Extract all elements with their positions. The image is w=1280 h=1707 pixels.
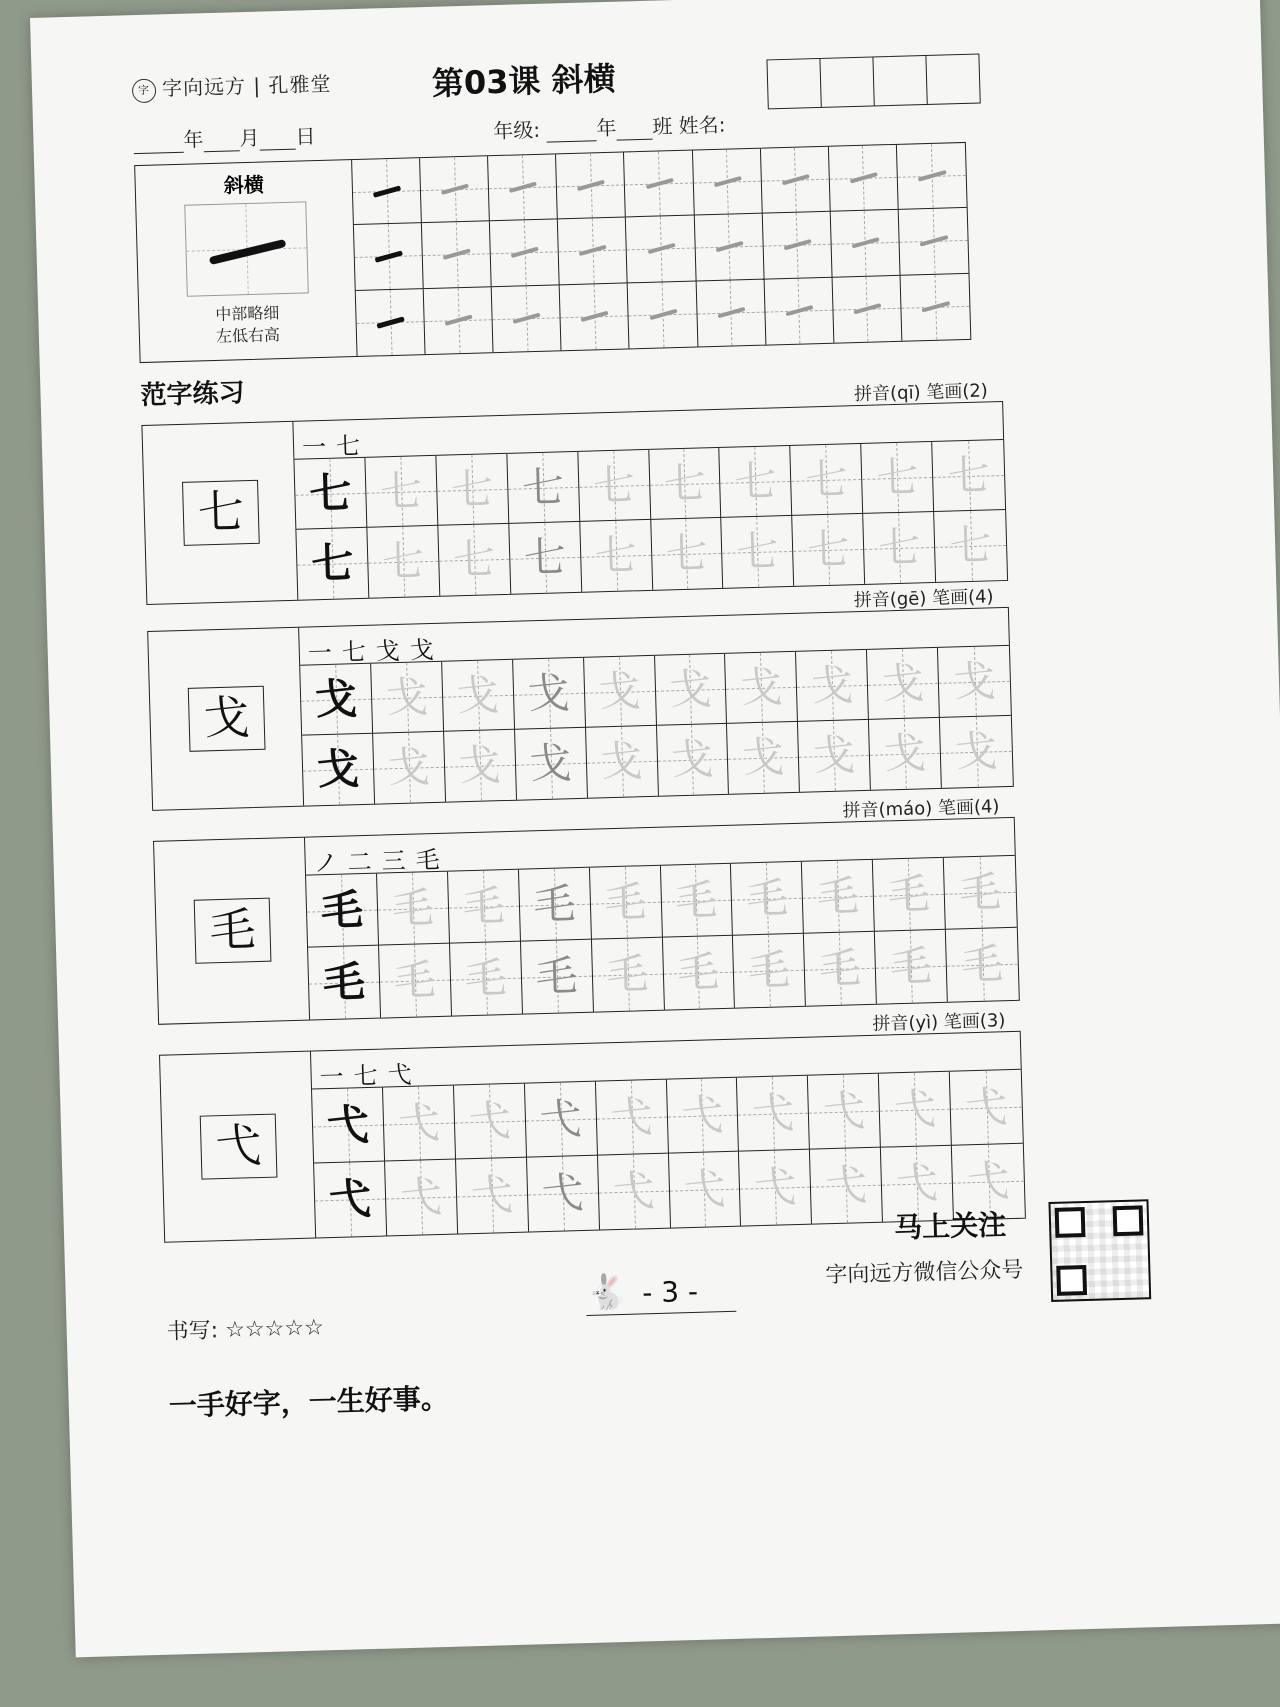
tracing-char: 戈 <box>881 658 925 709</box>
tracing-cell[interactable] <box>584 656 657 728</box>
stroke-tip-1: 中部略细 <box>215 303 280 324</box>
oblique-stroke-icon <box>509 181 537 192</box>
tracing-grid <box>306 856 1019 1020</box>
stroke-cell[interactable] <box>352 158 422 225</box>
stroke-cell[interactable] <box>764 277 834 344</box>
page-title: 第03课 斜横 <box>431 59 617 103</box>
tracing-char: 戈 <box>812 730 856 781</box>
name-boxes[interactable] <box>766 54 980 110</box>
stroke-tip-2: 左低右高 <box>215 325 281 346</box>
tracing-cell[interactable] <box>798 720 871 792</box>
worksheet-page <box>30 0 1280 1657</box>
tracing-char: 弋 <box>680 1090 725 1141</box>
tracing-cell[interactable] <box>519 868 592 942</box>
tracing-char: 七 <box>877 522 921 573</box>
oblique-stroke-icon <box>441 183 469 194</box>
tracing-char: 七 <box>875 452 919 503</box>
stroke-order: ノ二三毛 <box>313 845 451 878</box>
tracing-cell[interactable] <box>802 860 875 934</box>
stroke-name: 斜横 <box>223 172 265 198</box>
oblique-stroke-icon <box>853 303 881 314</box>
tracing-char: 七 <box>948 520 993 571</box>
tracing-char: 毛 <box>745 873 789 924</box>
stroke-cell[interactable] <box>560 283 630 350</box>
stroke-tips <box>139 300 356 350</box>
tracing-cell[interactable] <box>940 716 1013 788</box>
tracing-cell[interactable] <box>377 872 450 946</box>
char-practice-block <box>147 586 1014 811</box>
stroke-cell[interactable] <box>356 289 426 356</box>
tracing-char: 七 <box>946 450 991 501</box>
tracing-cell[interactable] <box>804 932 877 1006</box>
stroke-cell[interactable] <box>492 285 562 352</box>
oblique-stroke-icon <box>918 170 947 182</box>
month-blank[interactable] <box>203 132 240 152</box>
stroke-cell[interactable] <box>830 210 900 277</box>
day-label: 日 <box>295 124 316 149</box>
tracing-cell[interactable] <box>385 1160 458 1236</box>
tracing-cell[interactable] <box>946 928 1019 1002</box>
stroke-intro <box>135 160 357 362</box>
tracing-cell[interactable] <box>456 1158 529 1234</box>
name-label: 姓名: <box>678 112 726 138</box>
tracing-cell[interactable] <box>294 458 367 530</box>
month-label: 月 <box>239 125 260 151</box>
tracing-cell[interactable] <box>722 516 795 588</box>
tracing-char: 弋 <box>538 1094 583 1145</box>
tracing-cell[interactable] <box>373 732 446 804</box>
page-number <box>585 1270 698 1313</box>
tracing-cell[interactable] <box>598 1154 671 1230</box>
section-title: 范字练习 <box>140 378 245 412</box>
pinyin-strokes-info <box>872 1006 1006 1036</box>
tracing-grid <box>300 646 1013 806</box>
tracing-cell[interactable] <box>810 1148 883 1224</box>
tracing-cell[interactable] <box>739 1150 812 1226</box>
tracing-char: 戈 <box>668 664 713 715</box>
tracing-cell[interactable] <box>720 446 793 518</box>
model-char-panel <box>142 422 298 604</box>
stroke-order: 一七 <box>301 431 371 462</box>
tracing-cell[interactable] <box>527 1156 600 1232</box>
tracing-char: 毛 <box>391 883 435 934</box>
oblique-stroke-icon <box>443 248 471 259</box>
rabbit-icon: 🐇 <box>585 1271 629 1313</box>
tracing-char: 毛 <box>464 953 508 1004</box>
tracing-cell[interactable] <box>448 870 521 944</box>
tracing-char: 毛 <box>322 957 366 1008</box>
tracing-cell[interactable] <box>668 1152 741 1228</box>
tracing-cell[interactable] <box>662 936 735 1010</box>
pinyin-label: 拼音(máo) <box>842 798 933 822</box>
stroke-cell[interactable] <box>624 151 694 218</box>
tracing-cell[interactable] <box>727 722 800 794</box>
tracing-cell[interactable] <box>383 1086 456 1162</box>
tracing-cell[interactable] <box>509 522 582 594</box>
stroke-cell[interactable] <box>424 287 494 354</box>
tracing-char: 弋 <box>893 1084 937 1135</box>
tracing-cell[interactable] <box>365 456 438 528</box>
stroke-practice-box <box>134 142 971 363</box>
tracing-char: 七 <box>521 462 565 513</box>
tracing-cell[interactable] <box>596 1080 669 1156</box>
pinyin-strokes-info <box>854 376 988 406</box>
oblique-stroke-icon <box>850 172 878 183</box>
date-line <box>133 120 316 154</box>
tracing-cell[interactable] <box>507 452 580 524</box>
tracing-char: 戈 <box>458 740 502 791</box>
tracing-char: 戈 <box>741 732 785 783</box>
stroke-cell[interactable] <box>422 222 492 289</box>
stroke-cell[interactable] <box>694 214 764 281</box>
oblique-stroke-icon <box>920 235 949 247</box>
tracing-cell[interactable] <box>808 1074 881 1150</box>
oblique-stroke-icon <box>581 310 609 321</box>
tracing-cell[interactable] <box>515 728 588 800</box>
tracing-char: 戈 <box>670 734 715 785</box>
model-char-panel <box>160 1052 316 1242</box>
tracing-cell[interactable] <box>454 1084 527 1160</box>
oblique-stroke-icon <box>851 237 879 248</box>
tracing-char: 七 <box>452 534 496 585</box>
tracing-cell[interactable] <box>655 654 728 726</box>
tracing-cell[interactable] <box>590 866 663 940</box>
stroke-cell[interactable] <box>693 149 763 216</box>
tracing-char: 戈 <box>883 728 927 779</box>
oblique-stroke-icon <box>645 177 673 188</box>
tracing-cell[interactable] <box>938 646 1011 718</box>
pinyin-label: 拼音(yì) <box>872 1012 939 1035</box>
tracing-cell[interactable] <box>869 718 942 790</box>
oblique-stroke-icon <box>715 241 743 252</box>
tracing-char: 弋 <box>824 1160 868 1211</box>
tracing-cell[interactable] <box>950 1070 1023 1146</box>
tracing-char: 戈 <box>952 656 997 707</box>
tracing-cell[interactable] <box>737 1076 810 1152</box>
tracing-char: 毛 <box>816 871 860 922</box>
tracing-char: 毛 <box>960 939 1005 990</box>
pinyin-strokes-info <box>853 582 993 612</box>
tracing-cell[interactable] <box>312 1088 385 1164</box>
tracing-cell[interactable] <box>367 526 440 598</box>
tracing-char: 弋 <box>964 1082 1009 1133</box>
tracing-char: 七 <box>594 530 638 581</box>
stroke-count-label: 笔画(4) <box>931 586 994 610</box>
tracing-char: 戈 <box>527 668 571 719</box>
tracing-char: 弋 <box>822 1086 866 1137</box>
tracing-cell[interactable] <box>875 930 948 1004</box>
tracing-char: 七 <box>663 458 707 509</box>
tracing-char: 七 <box>308 468 353 519</box>
tracing-char: 弋 <box>609 1092 654 1143</box>
page-number-text: - 3 - <box>641 1274 699 1310</box>
tracing-cell[interactable] <box>578 450 651 522</box>
tracing-char: 弋 <box>611 1166 656 1217</box>
oblique-stroke-icon <box>373 185 401 197</box>
tracing-cell[interactable] <box>944 856 1017 930</box>
oblique-stroke-icon <box>713 175 741 186</box>
oblique-stroke-icon <box>577 179 605 190</box>
stroke-order: 一七戈戈 <box>307 635 445 668</box>
tracing-cell[interactable] <box>879 1072 952 1148</box>
tracing-char: 毛 <box>605 949 650 1000</box>
oblique-stroke-icon <box>647 243 675 254</box>
tracing-char: 戈 <box>599 736 644 787</box>
tracing-cell[interactable] <box>444 730 517 802</box>
tracing-char: 弋 <box>328 1173 372 1225</box>
tracing-char: 毛 <box>676 947 721 998</box>
tracing-cell[interactable] <box>296 528 369 600</box>
tracing-cell[interactable] <box>442 660 515 732</box>
tracing-char: 毛 <box>603 877 648 928</box>
tracing-char: 七 <box>310 538 354 589</box>
tracing-char: 七 <box>806 524 851 575</box>
tracing-cell[interactable] <box>302 734 375 806</box>
tracing-cell[interactable] <box>436 454 509 526</box>
tracing-char: 弋 <box>540 1168 585 1219</box>
tracing-cell[interactable] <box>438 524 511 596</box>
tracing-cell[interactable] <box>379 944 452 1018</box>
class-label: 班 <box>652 114 673 139</box>
stroke-cell[interactable] <box>626 216 696 283</box>
tracing-char: 戈 <box>385 672 429 723</box>
tracing-char: 毛 <box>747 945 791 996</box>
tracing-cell[interactable] <box>525 1082 598 1158</box>
tracing-cell[interactable] <box>660 864 733 938</box>
tracing-cell[interactable] <box>796 650 869 722</box>
model-char: 戈 <box>188 686 266 752</box>
tracing-char: 七 <box>450 464 494 515</box>
oblique-stroke-icon <box>649 308 677 319</box>
grade-label: 年级: <box>493 117 541 144</box>
oblique-stroke-icon <box>785 305 813 316</box>
pinyin-label: 拼音(gē) <box>853 588 927 612</box>
stroke-cell[interactable] <box>761 147 831 214</box>
oblique-stroke-icon <box>511 246 539 257</box>
qr-code-icon[interactable] <box>1048 1199 1151 1302</box>
wechat-label: 字向远方微信公众号 <box>825 1257 1024 1289</box>
oblique-stroke-icon <box>717 307 745 318</box>
tracing-char: 毛 <box>320 885 364 936</box>
tracing-cell[interactable] <box>725 652 798 724</box>
stroke-count-label: 笔画(4) <box>937 796 1000 819</box>
model-char: 弋 <box>200 1114 278 1180</box>
tracing-char: 毛 <box>393 955 437 1006</box>
brand-logo-icon: 字 <box>132 78 157 103</box>
tracing-char: 戈 <box>456 670 500 721</box>
tracing-char: 毛 <box>818 943 862 994</box>
tracing-char: 弋 <box>470 1169 514 1221</box>
stroke-grid <box>352 143 970 356</box>
tracing-char: 戈 <box>387 742 431 793</box>
brand-header <box>132 68 332 103</box>
oblique-stroke-icon <box>783 239 811 250</box>
stroke-cell[interactable] <box>490 220 560 287</box>
stroke-order: 一七弋 <box>319 1060 423 1092</box>
stroke-cell[interactable] <box>696 279 766 346</box>
stroke-count-label: 笔画(2) <box>926 380 989 404</box>
stroke-cell[interactable] <box>628 281 698 348</box>
tracing-cell[interactable] <box>934 510 1007 582</box>
tracing-char: 七 <box>664 528 709 579</box>
stroke-diagram <box>184 201 309 296</box>
tracing-cell[interactable] <box>792 514 865 586</box>
oblique-stroke-icon <box>922 301 951 313</box>
tracing-char: 毛 <box>958 867 1003 918</box>
model-char: 毛 <box>194 898 272 964</box>
rating-label: 书写: <box>166 1318 219 1345</box>
tracing-cell[interactable] <box>791 444 864 516</box>
pinyin-strokes-info <box>842 792 1000 822</box>
stroke-cell[interactable] <box>556 152 626 219</box>
grade-blank[interactable] <box>546 122 597 142</box>
grade-year-label: 年 <box>596 115 617 141</box>
year-label: 年 <box>183 127 204 152</box>
name-box[interactable] <box>873 56 927 105</box>
tracing-cell[interactable] <box>932 440 1005 512</box>
tracing-char: 弋 <box>399 1171 443 1223</box>
tracing-char: 毛 <box>534 951 579 1002</box>
tracing-cell[interactable] <box>308 946 381 1020</box>
stroke-cell[interactable] <box>558 218 628 285</box>
stroke-cell[interactable] <box>897 143 967 210</box>
oblique-stroke-icon <box>377 316 405 328</box>
writing-rating <box>166 1310 324 1345</box>
model-char: 七 <box>182 480 260 546</box>
day-blank[interactable] <box>259 131 296 151</box>
tracing-cell[interactable] <box>731 862 804 936</box>
char-practice-block <box>153 796 1020 1025</box>
oblique-stroke-icon <box>513 312 541 323</box>
tracing-cell[interactable] <box>521 940 594 1014</box>
name-box[interactable] <box>926 55 979 104</box>
tracing-cell[interactable] <box>861 442 934 514</box>
tracing-cell[interactable] <box>300 664 373 736</box>
motto: 一手好字，一生好事。 <box>168 1381 450 1423</box>
oblique-stroke-icon <box>782 174 810 185</box>
tracing-cell[interactable] <box>733 934 806 1008</box>
stroke-cell[interactable] <box>899 208 969 275</box>
tracing-char: 戈 <box>314 674 358 725</box>
tracing-char: 弋 <box>895 1158 939 1209</box>
tracing-char: 毛 <box>462 881 506 932</box>
stroke-count-label: 笔画(3) <box>943 1010 1006 1033</box>
tracing-char: 戈 <box>597 666 642 717</box>
brand-name: 字向远方 | 孔雅堂 <box>161 71 332 101</box>
tracing-char: 毛 <box>889 941 933 992</box>
tracing-char: 弋 <box>751 1088 795 1139</box>
tracing-char: 七 <box>735 526 780 577</box>
tracing-char: 戈 <box>528 738 573 789</box>
year-blank[interactable] <box>133 134 184 154</box>
tracing-cell[interactable] <box>863 512 936 584</box>
tracing-char: 弋 <box>966 1156 1011 1207</box>
name-box[interactable] <box>820 57 874 106</box>
oblique-stroke-icon <box>375 250 403 262</box>
tracing-char: 毛 <box>887 869 931 920</box>
tracing-char: 毛 <box>674 875 719 926</box>
tracing-char: 毛 <box>532 879 577 930</box>
tracing-cell[interactable] <box>580 520 653 592</box>
tracing-cell[interactable] <box>651 518 724 590</box>
tracing-cell[interactable] <box>867 648 940 720</box>
tracing-char: 七 <box>733 456 778 507</box>
class-blank[interactable] <box>616 121 653 141</box>
model-char-panel <box>148 628 304 810</box>
stroke-cell[interactable] <box>488 154 558 221</box>
stroke-cell[interactable] <box>762 212 832 279</box>
tracing-char: 弋 <box>753 1162 797 1213</box>
pinyin-label: 拼音(qī) <box>853 382 921 406</box>
tracing-cell[interactable] <box>306 874 379 948</box>
oblique-stroke-icon <box>445 314 473 325</box>
stroke-cell[interactable] <box>900 274 970 341</box>
tracing-cell[interactable] <box>657 724 730 796</box>
model-char-panel <box>154 838 310 1024</box>
tracing-cell[interactable] <box>450 942 523 1016</box>
tracing-char: 弋 <box>326 1099 370 1151</box>
grade-line <box>493 109 726 144</box>
tracing-char: 戈 <box>810 660 854 711</box>
rating-stars-icon[interactable]: ☆☆☆☆☆ <box>224 1315 325 1344</box>
tracing-cell[interactable] <box>371 662 444 734</box>
tracing-char: 弋 <box>397 1097 441 1149</box>
tracing-char: 戈 <box>739 662 783 713</box>
tracing-grid <box>294 440 1007 600</box>
tracing-cell[interactable] <box>592 938 665 1012</box>
name-box[interactable] <box>767 59 821 108</box>
tracing-cell[interactable] <box>666 1078 739 1154</box>
tracing-cell[interactable] <box>586 726 659 798</box>
tracing-char: 七 <box>381 536 425 587</box>
tracing-char: 弋 <box>468 1096 512 1147</box>
stroke-cell[interactable] <box>829 145 899 212</box>
tracing-cell[interactable] <box>314 1162 387 1238</box>
tracing-cell[interactable] <box>873 858 946 932</box>
tracing-char: 七 <box>592 460 636 511</box>
stroke-cell[interactable] <box>420 156 490 223</box>
tracing-char: 戈 <box>316 744 360 795</box>
tracing-cell[interactable] <box>649 448 722 520</box>
oblique-stroke-icon <box>579 245 607 256</box>
tracing-char: 七 <box>379 466 423 517</box>
stroke-cell[interactable] <box>832 275 902 342</box>
tracing-char: 七 <box>523 532 567 583</box>
follow-label: 马上关注 <box>893 1208 1007 1245</box>
tracing-char: 弋 <box>682 1164 727 1215</box>
tracing-char: 七 <box>804 454 849 505</box>
stroke-cell[interactable] <box>354 223 424 290</box>
tracing-char: 戈 <box>954 726 999 777</box>
tracing-cell[interactable] <box>513 658 586 730</box>
